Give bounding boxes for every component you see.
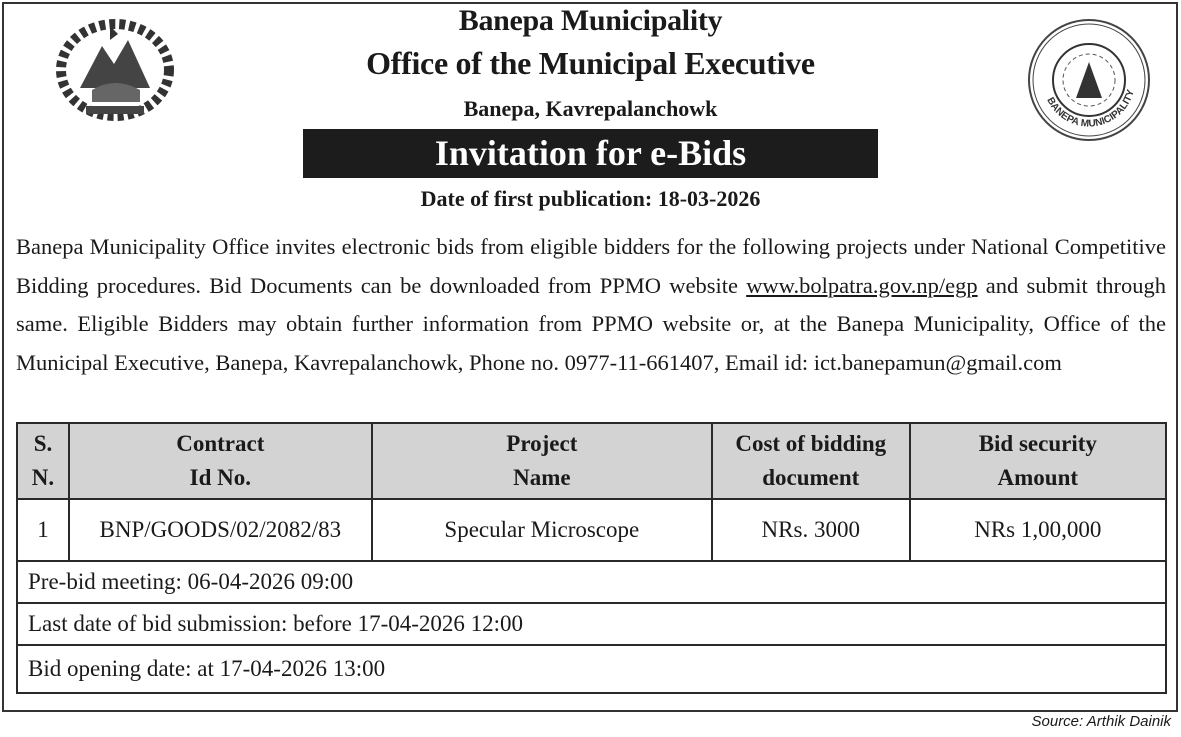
table-row [17,499,1166,561]
bolpatra-link[interactable]: www.bolpatra.gov.np/egp [746,272,978,298]
bid-opening-date: Bid opening date: at 17-04-2026 13:00 [17,645,1166,693]
notice-body [16,228,1166,382]
publication-date: Date of first publication: 18-03-2026 [420,186,761,211]
svg-text:BANEPA MUNICIPALITY: BANEPA MUNICIPALITY [1044,88,1137,130]
cell-sn: 1 [17,499,69,561]
pre-bid-row [17,561,1166,603]
cell-cost: NRs. 3000 [712,499,910,561]
opening-row [17,645,1166,693]
header-sn: S. N. [17,423,69,499]
cell-contract-id: BNP/GOODS/02/2082/83 [69,499,372,561]
table-header-row [17,423,1166,499]
office-name: Office of the Municipal Executive [366,45,815,81]
header-bid-security: Bid security Amount [910,423,1166,499]
last-submission-date: Last date of bid submission: before 17-04-2026 12:00 [17,603,1166,645]
cell-project-name: Specular Microscope [372,499,712,561]
pre-bid-meeting: Pre-bid meeting: 06-04-2026 09:00 [17,561,1166,603]
bid-table [16,422,1167,694]
notice-title: Invitation for e-Bids [303,129,878,178]
body-text: Banepa Municipality Office invites electronic bids from eligible bidders for the following projects under National Competitive Bidding procedures. Bid Documents can be downloaded from PPMO website [16,234,1166,298]
source-credit: Source: Arthik Dainik [1031,713,1171,730]
cell-bid-security: NRs 1,00,000 [910,499,1166,561]
header-project-name: Project Name [372,423,712,499]
org-name: Banepa Municipality [458,4,723,37]
location: Banepa, Kavrepalanchowk [463,96,718,121]
submission-row [17,603,1166,645]
header-contract-id: Contract Id No. [69,423,372,499]
header-cost: Cost of bidding document [712,423,910,499]
body-text-contact: and submit through same. Eligible Bidders may obtain further information from PPMO website or, at the Banepa Municipality, Office of the Municipal Executive, Banepa, Kavrepalanchowk, Phone no. 0977-11-661407, Email id: ict.banepamun@gmail.com [16,272,1166,375]
